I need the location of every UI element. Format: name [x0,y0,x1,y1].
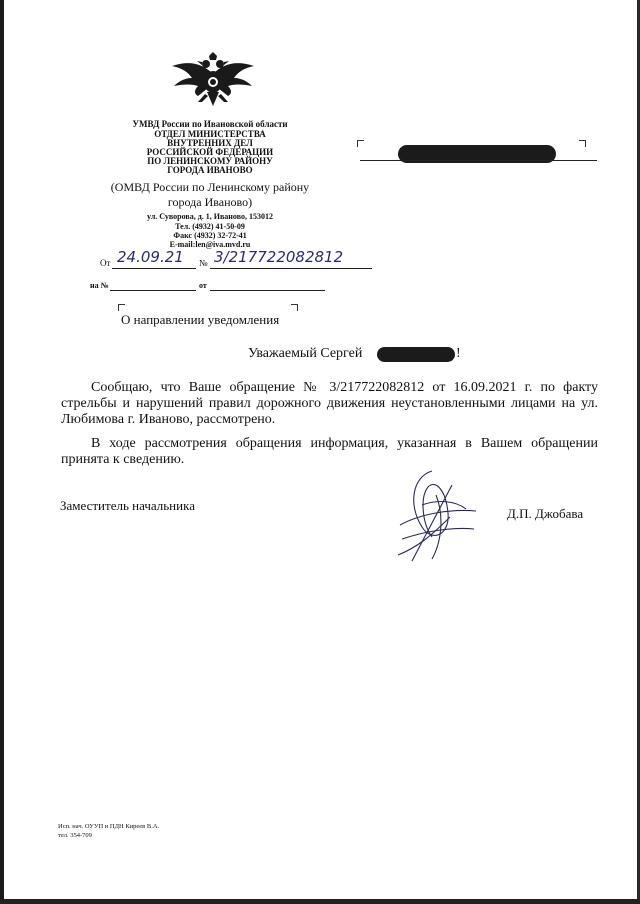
body-paragraph-1: Сообщаю, что Ваше обращение № 3/217722082812 от 16.09.2021 г. по факту стрельбы и нарушений правил дорожного движения неустановленными лицами на ул. Любимова г. Иваново, рассмотрено. [61,380,598,427]
handwritten-signature [392,465,482,565]
salutation-end: ! [456,346,461,361]
signatory-position: Заместитель начальника [60,498,195,513]
registration-number: 3/217722082812 [214,248,344,266]
subject-corner-tl [118,304,125,311]
header-ministry-line3: ВНУТРЕННИХ ДЕЛ [167,138,253,148]
header-ministry-line4: РОССИЙСКОЙ ФЕДЕРАЦИИ [146,147,274,157]
header-ministry-line1: УМВД России по Ивановской области [132,119,288,129]
body-paragraph-2: В ходе рассмотрения обращения информация, указанная в Вашем обращении принята к сведению. [61,436,598,467]
header-abbreviation-line2: города Иваново) [167,195,253,209]
header-address: ул. Суворова, д. 1, Иваново, 153012 [147,212,273,221]
addressee-corner-tr [579,140,586,147]
reference-label: на № [90,281,109,290]
executor-name: Исп. нач. ОУУП и ПДН Киреев В.А. [58,823,160,830]
registration-from-label: От [100,258,111,268]
subject-line: О направлении уведомления [121,312,280,327]
header-ministry-line6: ГОРОДА ИВАНОВО [167,165,253,175]
reference-from-label: от [199,281,207,290]
registration-date-line [112,268,196,269]
registration-number-label: № [199,258,208,268]
header-ministry-line5: ПО ЛЕНИНСКОМУ РАЙОНУ [147,156,273,166]
eagle-emblem-icon [168,52,258,114]
surname-redaction [377,347,455,362]
header-ministry-line2: ОТДЕЛ МИНИСТЕРСТВА [154,129,266,139]
addressee-underline [360,160,597,161]
executor-phone: тел. 354-709 [58,832,92,839]
header-email: E-mail:len@iva.mvd.ru [169,240,251,249]
header-fax: Факс (4932) 32-72-41 [173,231,247,240]
registration-date: 24.09.21 [117,248,184,266]
header-abbreviation-line1: (ОМВД России по Ленинскому району [110,180,310,194]
reference-date-line [210,290,325,291]
scan-edge-bottom [0,899,640,904]
signatory-name: Д.П. Джобава [507,506,584,521]
scan-edge-left [0,0,4,904]
salutation: Уважаемый Сергей [248,346,363,361]
addressee-corner-tl [357,140,364,147]
registration-number-line [210,268,372,269]
subject-corner-tr [291,304,298,311]
header-phone: Тел. (4932) 41-50-09 [175,222,245,231]
reference-number-line [110,290,196,291]
